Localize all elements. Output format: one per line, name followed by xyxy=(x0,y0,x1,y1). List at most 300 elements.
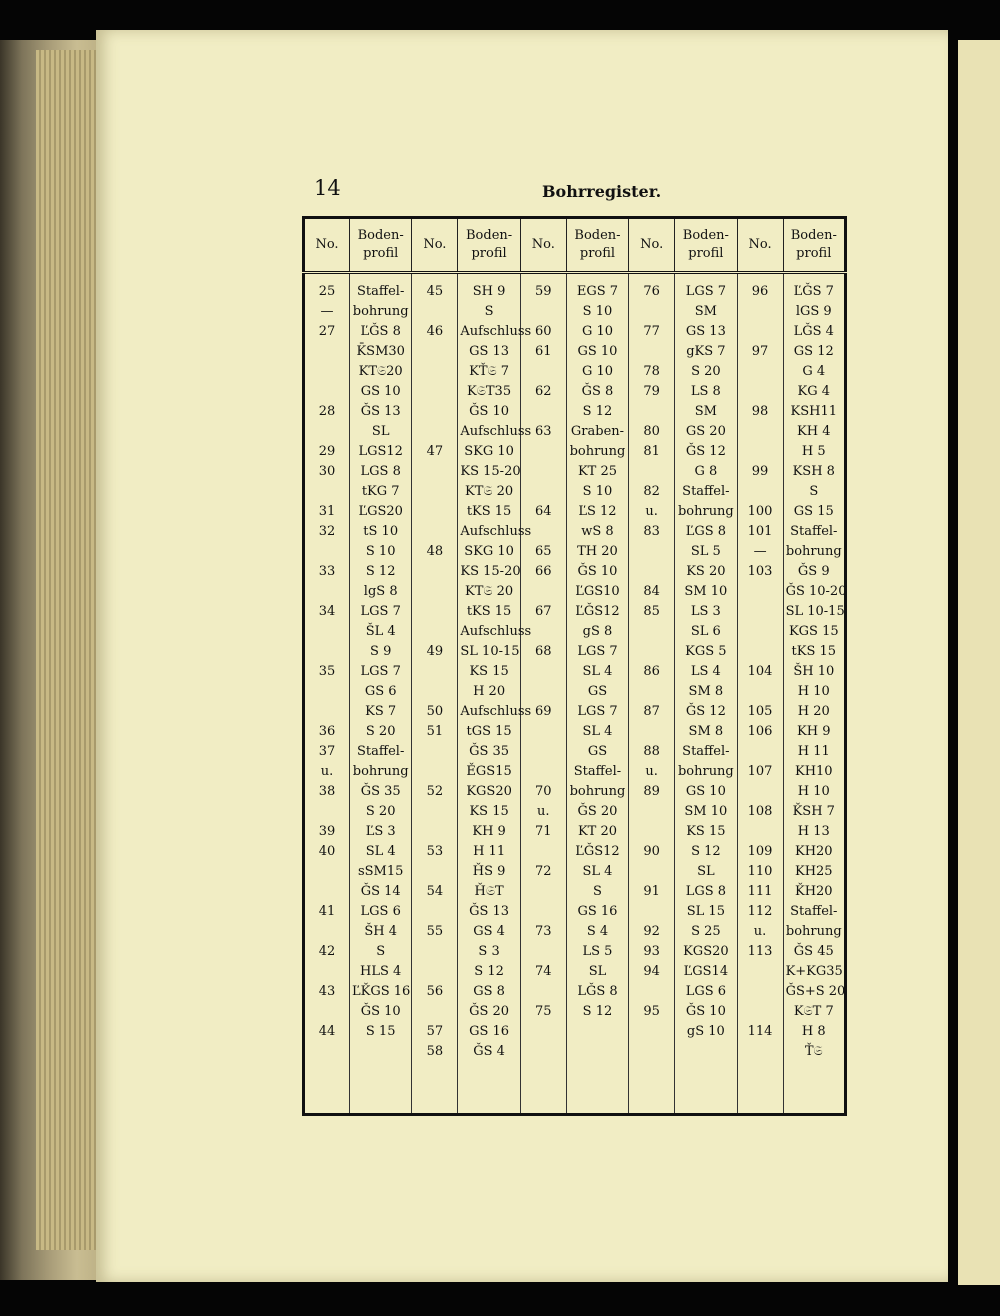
profile-entry: ĽGS20 xyxy=(358,504,403,519)
profile-entry: GS 10 xyxy=(577,344,618,359)
profil-column xyxy=(458,273,532,1115)
entry-number: u. xyxy=(537,804,550,819)
entry-number xyxy=(414,302,455,322)
entry-number: 47 xyxy=(426,444,444,459)
entry-number xyxy=(631,902,672,922)
profile-entry: K𝔖T 7 xyxy=(793,1004,834,1019)
profil-column xyxy=(350,273,412,1115)
entry-number xyxy=(307,682,347,702)
profile-entry: S xyxy=(484,304,494,319)
entry-number: 44 xyxy=(318,1024,336,1039)
entry-number xyxy=(740,782,781,802)
entry-number xyxy=(414,502,455,522)
profile-entry: ǦS 10-20 xyxy=(785,584,847,599)
profile-entry: S 12 xyxy=(691,844,721,859)
profile-entry: S 4 xyxy=(586,924,609,939)
profile-entry: LGS12 xyxy=(358,444,403,459)
profile-entry: ĚGS15 xyxy=(466,764,512,779)
entry-number xyxy=(414,362,455,382)
profile-entry: ŠL 4 xyxy=(365,624,396,639)
profile-entry: KSH 8 xyxy=(792,464,835,479)
profile-entry: KT𝔖 20 xyxy=(464,584,514,599)
profile-entry: GS 16 xyxy=(469,1024,510,1039)
profile-entry: ȞS 9 xyxy=(472,864,506,879)
profile-entry: bohrung xyxy=(569,784,626,799)
entry-number: 56 xyxy=(426,984,444,999)
profile-entry: Staffel- xyxy=(682,744,730,759)
entry-number xyxy=(740,1042,781,1062)
profile-entry: SL xyxy=(697,864,715,879)
profile-entry: KT 25 xyxy=(577,464,617,479)
entry-number xyxy=(307,642,347,662)
entry-number: 93 xyxy=(643,944,660,959)
profile-entry: lgS 8 xyxy=(363,584,398,599)
entry-number xyxy=(307,882,347,902)
entry-number: 57 xyxy=(426,1024,444,1039)
profile-entry: H 10 xyxy=(797,784,830,799)
profile-entry: TH 20 xyxy=(577,544,618,559)
profile-entry: Aufschluss xyxy=(460,524,532,539)
profile-entry: bohrung xyxy=(677,504,734,519)
profile-entry: Staffel- xyxy=(790,904,838,919)
entry-number: 42 xyxy=(318,944,336,959)
profile-entry: Staffel- xyxy=(357,744,405,759)
entry-number: 35 xyxy=(318,664,336,679)
profile-entry: ĽǦS12 xyxy=(575,604,620,619)
entry-number xyxy=(414,762,455,782)
entry-number xyxy=(631,802,672,822)
profile-entry: LS 5 xyxy=(582,944,613,959)
entry-number xyxy=(740,322,781,342)
entry-number: 114 xyxy=(747,1024,773,1039)
entry-number: 111 xyxy=(747,884,773,899)
profile-entry: ǦS 14 xyxy=(360,884,401,899)
profile-entry: S 10 xyxy=(582,304,613,319)
entry-number xyxy=(523,762,564,782)
entry-number: 81 xyxy=(643,444,660,459)
profile-entry: S 20 xyxy=(691,364,721,379)
no-column xyxy=(629,273,675,1115)
profile-entry: S 3 xyxy=(478,944,500,959)
entry-number xyxy=(307,922,347,942)
entry-number xyxy=(414,622,455,642)
entry-number: 59 xyxy=(535,284,552,299)
profile-entry: KT𝔖 20 xyxy=(464,484,514,499)
entry-number xyxy=(414,822,455,842)
no-column xyxy=(520,273,566,1115)
entry-number: 67 xyxy=(535,604,552,619)
profile-entry: wS 8 xyxy=(581,524,614,539)
profile-entry: SL xyxy=(588,964,607,979)
entry-number xyxy=(740,422,781,442)
entry-number: u. xyxy=(320,764,334,779)
profil-column xyxy=(783,273,845,1115)
profile-entry: GS 13 xyxy=(469,344,510,359)
entry-number xyxy=(523,482,564,502)
profile-entry: ǦS+S 20 xyxy=(785,984,846,999)
profile-entry: ǦS 35 xyxy=(360,784,401,799)
entry-number xyxy=(414,902,455,922)
profile-entry: ĽGS10 xyxy=(575,584,620,599)
profile-entry: SKG 10 xyxy=(464,544,514,559)
profile-entry: ĽS 12 xyxy=(578,504,617,519)
entry-number xyxy=(414,942,455,962)
profile-entry: ǦS 20 xyxy=(577,804,618,819)
entry-number: 110 xyxy=(747,864,773,879)
entry-number xyxy=(414,602,455,622)
profile-entry: ĽǦS 7 xyxy=(793,284,834,299)
entry-number: 38 xyxy=(318,784,336,799)
profile-entry: KH 9 xyxy=(797,724,831,739)
entry-number xyxy=(307,1042,347,1062)
entry-number: 69 xyxy=(535,704,552,719)
profile-entry: SL 4 xyxy=(365,844,396,859)
profile-entry: H 20 xyxy=(797,704,830,719)
entry-number xyxy=(414,422,455,442)
entry-number: 99 xyxy=(751,464,769,479)
profile-entry: ǦS 13 xyxy=(469,904,510,919)
entry-number xyxy=(414,342,455,362)
entry-number xyxy=(307,342,347,362)
entry-number xyxy=(523,402,564,422)
entry-number xyxy=(414,862,455,882)
profile-entry: LGS 6 xyxy=(360,904,401,919)
profile-entry: Staffel- xyxy=(573,764,622,779)
entry-number: 83 xyxy=(643,524,660,539)
entry-number: 109 xyxy=(747,844,773,859)
profile-entry: ǦS 35 xyxy=(469,744,510,759)
entry-number: 55 xyxy=(426,924,444,939)
profile-entry: Ȟ𝔖T xyxy=(474,884,504,899)
profile-entry: KS 15 xyxy=(469,664,509,679)
profile-entry: ǦS 12 xyxy=(685,704,726,719)
entry-number xyxy=(307,962,347,982)
entry-number: 37 xyxy=(318,744,336,759)
profile-entry: sSM15 xyxy=(357,864,404,879)
entry-number xyxy=(523,742,564,762)
entry-number xyxy=(740,682,781,702)
profile-entry: Aufschluss xyxy=(460,624,532,639)
profile-entry: SKG 10 xyxy=(464,444,514,459)
entry-number: 108 xyxy=(747,804,773,819)
profile-entry: LGS 7 xyxy=(685,284,727,299)
page-number: 14 xyxy=(314,176,341,200)
entry-number xyxy=(523,662,564,682)
entry-number xyxy=(631,722,672,742)
profile-entry: bohrung xyxy=(785,544,842,559)
entry-number xyxy=(740,382,781,402)
entry-number: 43 xyxy=(318,984,336,999)
entry-number: 32 xyxy=(318,524,336,539)
profile-entry: S 12 xyxy=(365,564,396,579)
entry-number xyxy=(414,382,455,402)
profile-entry: ŠH 10 xyxy=(793,664,835,679)
entry-number: 73 xyxy=(535,924,552,939)
profile-entry: H 11 xyxy=(797,744,830,759)
entry-number: 76 xyxy=(643,284,660,299)
profile-entry: HLS 4 xyxy=(360,964,402,979)
entry-number xyxy=(740,302,781,322)
profile-entry: K𝔖T35 xyxy=(467,384,512,399)
profile-entry: S 12 xyxy=(474,964,504,979)
profile-entry: Aufschluss xyxy=(460,424,532,439)
profile-entry: ǦS 45 xyxy=(793,944,834,959)
profile-entry: ŠH 4 xyxy=(364,924,398,939)
profile-entry: SL xyxy=(371,424,390,439)
profile-entry: KT 20 xyxy=(577,824,617,839)
entry-number: 104 xyxy=(747,664,773,679)
entry-number: 48 xyxy=(426,544,444,559)
entry-number xyxy=(307,582,347,602)
profile-entry: SL 4 xyxy=(582,724,613,739)
entry-number xyxy=(414,402,455,422)
entry-number: 103 xyxy=(747,564,773,579)
entry-number: 72 xyxy=(535,864,552,879)
entry-number xyxy=(740,582,781,602)
profile-entry: GS 15 xyxy=(793,504,834,519)
entry-number: 80 xyxy=(643,424,660,439)
entry-number: u. xyxy=(645,764,658,779)
entry-number: 113 xyxy=(747,944,773,959)
entry-number: — xyxy=(320,304,334,319)
entry-number xyxy=(740,642,781,662)
profile-entry: G 8 xyxy=(694,464,718,479)
profile-entry: KGS 15 xyxy=(788,624,839,639)
entry-number xyxy=(740,1062,781,1082)
entry-number xyxy=(631,542,672,562)
entry-number: 27 xyxy=(318,324,336,339)
entry-number xyxy=(740,1002,781,1022)
profile-entry: S xyxy=(376,944,386,959)
profile-entry: LGS 7 xyxy=(577,704,618,719)
profile-entry: SM xyxy=(694,304,717,319)
entry-number xyxy=(523,722,564,742)
profile-entry: KS 15-20 xyxy=(460,464,521,479)
profile-entry: gKS 7 xyxy=(686,344,726,359)
profile-entry: lGS 9 xyxy=(795,304,832,319)
entry-number xyxy=(523,302,564,322)
entry-number xyxy=(414,682,455,702)
profile-entry: GS 8 xyxy=(473,984,505,999)
profile-entry: KH 9 xyxy=(472,824,506,839)
entry-number: 51 xyxy=(426,724,444,739)
entry-number xyxy=(631,642,672,662)
bohrregister-table xyxy=(302,216,847,1116)
entry-number: u. xyxy=(753,924,767,939)
profile-entry: GS 6 xyxy=(364,684,397,699)
profile-entry: SL 15 xyxy=(686,904,725,919)
entry-number: 50 xyxy=(426,704,444,719)
profile-entry: KG 4 xyxy=(797,384,831,399)
entry-number: 77 xyxy=(643,324,660,339)
profile-entry: H 10 xyxy=(797,684,830,699)
profile-entry: bohrung xyxy=(569,444,626,459)
entry-number xyxy=(307,622,347,642)
entry-number: — xyxy=(753,544,767,559)
profile-entry: SL 4 xyxy=(582,864,613,879)
entry-number xyxy=(414,462,455,482)
entry-number xyxy=(631,682,672,702)
running-head: Bohrregister. xyxy=(542,182,662,201)
profile-entry: G 10 xyxy=(581,324,613,339)
entry-number xyxy=(523,362,564,382)
entry-number: 106 xyxy=(747,724,773,739)
profile-entry: ǦS 10 xyxy=(685,1004,726,1019)
entry-number: 97 xyxy=(751,344,769,359)
entry-number xyxy=(631,342,672,362)
profile-entry: S 9 xyxy=(370,644,392,659)
entry-number: 70 xyxy=(535,784,552,799)
profile-entry: SM 8 xyxy=(688,724,724,739)
profile-entry: SL 10-15 xyxy=(460,644,520,659)
profile-entry: S 12 xyxy=(582,1004,613,1019)
entry-number: 33 xyxy=(318,564,336,579)
profile-entry: H 11 xyxy=(473,844,506,859)
profile-entry: LGS 6 xyxy=(685,984,727,999)
no-column xyxy=(412,273,458,1115)
entry-number xyxy=(523,942,564,962)
profile-entry: bohrung xyxy=(677,764,734,779)
profile-entry: S 10 xyxy=(582,484,613,499)
entry-number: 62 xyxy=(535,384,552,399)
profile-entry: LS 8 xyxy=(690,384,721,399)
entry-number: 112 xyxy=(747,904,773,919)
profile-entry: G 4 xyxy=(802,364,826,379)
entry-number: 31 xyxy=(318,504,336,519)
entry-number xyxy=(414,562,455,582)
entry-number xyxy=(740,602,781,622)
entry-number: 86 xyxy=(643,664,660,679)
profile-entry: SL 5 xyxy=(690,544,721,559)
profile-entry: ĽS 3 xyxy=(365,824,396,839)
entry-number xyxy=(414,662,455,682)
profile-entry: Staffel- xyxy=(682,484,730,499)
profile-entry: SL 10-15 xyxy=(785,604,845,619)
entry-number: 88 xyxy=(643,744,660,759)
no-header: No. xyxy=(737,218,783,273)
profile-entry: KH25 xyxy=(794,864,833,879)
profile-entry: KŤ𝔖 7 xyxy=(469,364,510,379)
no-header: No. xyxy=(304,218,350,273)
profile-entry: LGS 8 xyxy=(685,884,727,899)
profile-entry: tKS 15 xyxy=(466,604,512,619)
entry-number xyxy=(523,842,564,862)
entry-number: 84 xyxy=(643,584,660,599)
profil-column xyxy=(675,273,737,1115)
profile-entry: Aufschluss xyxy=(460,324,532,339)
profil-column xyxy=(566,273,628,1115)
entry-number: 60 xyxy=(535,324,552,339)
profile-entry: SM xyxy=(694,404,717,419)
profile-entry: KGS20 xyxy=(466,784,512,799)
entry-number xyxy=(523,982,564,1002)
profile-entry: S 25 xyxy=(691,924,721,939)
profile-entry: gS 8 xyxy=(582,624,613,639)
entry-number: 41 xyxy=(318,904,336,919)
profile-entry: KS 15 xyxy=(686,824,726,839)
profil-header: Boden-profil xyxy=(566,218,628,273)
entry-number xyxy=(523,682,564,702)
entry-number xyxy=(631,1022,672,1042)
profile-entry: S 10 xyxy=(365,544,396,559)
profil-header: Boden-profil xyxy=(675,218,737,273)
profile-entry: LǦS 8 xyxy=(577,984,618,999)
profile-entry: ĽǦS12 xyxy=(575,844,620,859)
entry-number xyxy=(740,822,781,842)
entry-number xyxy=(307,802,347,822)
entry-number xyxy=(740,442,781,462)
profile-entry: SM 10 xyxy=(684,584,728,599)
profile-entry: ǦS 9 xyxy=(797,564,830,579)
profile-entry: ǨSH 7 xyxy=(792,804,835,819)
profile-entry: H 8 xyxy=(801,1024,826,1039)
profile-entry: Aufschluss xyxy=(460,704,532,719)
entry-number: 85 xyxy=(643,604,660,619)
entry-number xyxy=(414,962,455,982)
profile-entry: LǦS 4 xyxy=(793,324,834,339)
profile-entry: ĽGS 8 xyxy=(685,524,727,539)
profile-entry: S 12 xyxy=(582,404,613,419)
profile-entry: GS xyxy=(587,744,608,759)
profile-entry: SM 10 xyxy=(684,804,728,819)
entry-number: 36 xyxy=(318,724,336,739)
profile-entry: KS 15-20 xyxy=(460,564,521,579)
profile-entry: Staffel- xyxy=(790,524,838,539)
profile-entry: ǦS 4 xyxy=(473,1044,505,1059)
entry-number xyxy=(414,482,455,502)
profile-entry: H 20 xyxy=(473,684,506,699)
entry-number: 54 xyxy=(426,884,444,899)
profile-entry: gS 10 xyxy=(686,1024,725,1039)
profile-entry: KH10 xyxy=(794,764,833,779)
entry-number xyxy=(523,582,564,602)
profile-entry: LGS 7 xyxy=(360,664,401,679)
entry-number xyxy=(307,542,347,562)
entry-number xyxy=(523,442,564,462)
profile-entry: SL 4 xyxy=(582,664,613,679)
profile-entry: GS 20 xyxy=(685,424,726,439)
profile-entry: ǦS 10 xyxy=(469,404,510,419)
entry-number: 68 xyxy=(535,644,552,659)
left-book-pages xyxy=(0,40,110,1280)
entry-number: 75 xyxy=(535,1004,552,1019)
entry-number: 46 xyxy=(426,324,444,339)
entry-number: 63 xyxy=(535,424,552,439)
profile-entry: KGS20 xyxy=(683,944,729,959)
entry-number xyxy=(631,402,672,422)
profile-entry: LS 3 xyxy=(690,604,721,619)
entry-number xyxy=(307,482,347,502)
profile-entry: ǦS 20 xyxy=(469,1004,510,1019)
profile-entry: GS 16 xyxy=(577,904,618,919)
entry-number xyxy=(631,462,672,482)
profile-entry: Staffel- xyxy=(357,284,405,299)
profil-header: Boden-profil xyxy=(350,218,412,273)
entry-number xyxy=(631,622,672,642)
entry-number: 52 xyxy=(426,784,444,799)
profil-header: Boden-profil xyxy=(458,218,520,273)
entry-number: 39 xyxy=(318,824,336,839)
profile-entry: SL 6 xyxy=(690,624,721,639)
entry-number: 82 xyxy=(643,484,660,499)
profile-entry: KH20 xyxy=(794,844,833,859)
entry-number xyxy=(631,302,672,322)
entry-number: 90 xyxy=(643,844,660,859)
entry-number xyxy=(307,362,347,382)
profile-entry: ǦS 10 xyxy=(360,1004,401,1019)
table-body-row xyxy=(304,273,846,1115)
entry-number: 66 xyxy=(535,564,552,579)
